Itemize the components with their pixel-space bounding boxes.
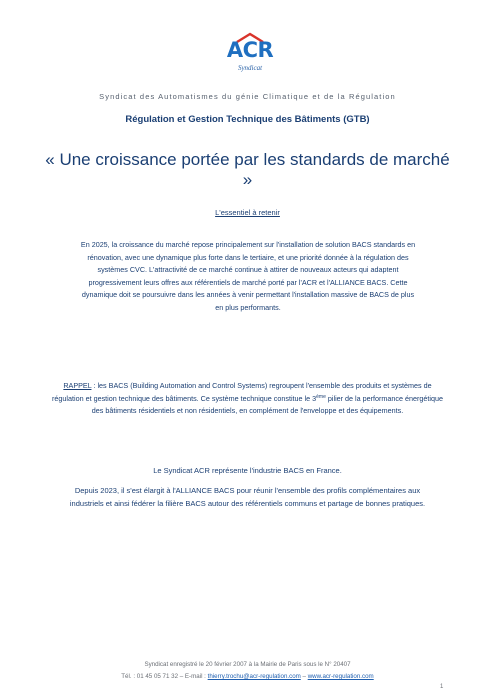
document-subtitle: Régulation et Gestion Technique des Bâtiments (GTB) <box>125 114 370 125</box>
logo-subtitle: Syndicat <box>237 64 263 72</box>
rappel-paragraph <box>50 380 445 418</box>
footer-website-link[interactable]: www.acr-regulation.com <box>307 673 374 680</box>
rappel-text-before: : les BACS (Building Automation and Control Systems) regroupent l'ensemble des produits et systèmes de régulation et gestion technique des bâtiments. Ce système technique constitue le 3 <box>52 381 432 403</box>
alliance-paragraph: Depuis 2023, il s'est élargit à l'ALLIANCE BACS pour réunir l'ensemble des profils complémentaires aux industriels et ainsi fédérer la filière BACS autour des référentiels communs et partage de bonnes pratiques. <box>69 486 426 508</box>
summary-paragraph: En 2025, la croissance du marché repose principalement sur l'installation de solution BACS standards en rénovation, avec une dynamique plus forte dans le tertiaire, et une priorité donnée à la régulation des systèmes CVC. L'attractivité de ce marché continue à attirer de nouveaux acteurs qui adaptent progressivement leurs offres aux référentiels de marché porté par l'ACR et l'ALLIANCE BACS. Cette dynamique doit se poursuivre dans les années à venir permettant l'installation massive de BACS de plus en plus performants. <box>80 240 416 312</box>
logo-word: ACR <box>226 38 274 62</box>
essentiel-heading: L'essentiel à retenir <box>215 208 280 217</box>
page-title: « Une croissance portée par les standards de marché » <box>45 150 450 189</box>
footer-phone: Tél. : 01 45 05 71 32 – E-mail : <box>121 673 208 680</box>
acr-statement: Le Syndicat ACR représente l'industrie BACS en France. <box>153 466 342 475</box>
rappel-label: RAPPEL <box>63 381 92 390</box>
rappel-superscript: ème <box>316 393 326 400</box>
footer-registration: Syndicat enregistré le 20 février 2007 à la Mairie de Paris sous le N° 20407 <box>144 661 351 668</box>
footer-contact <box>60 673 435 680</box>
footer-separator: – <box>300 673 308 680</box>
rappel-text-after: pilier de la performance énergétique des bâtiments résidentiels et non résidentiels, en complément de l'enveloppe et des équipements. <box>91 393 443 416</box>
page-number: 1 <box>440 684 444 690</box>
organization-line: Syndicat des Automatismes du génie Climatique et de la Régulation <box>99 92 396 101</box>
footer-email-link[interactable]: thierry.trochu@acr-regulation.com <box>207 673 301 680</box>
acr-logo <box>223 32 277 76</box>
